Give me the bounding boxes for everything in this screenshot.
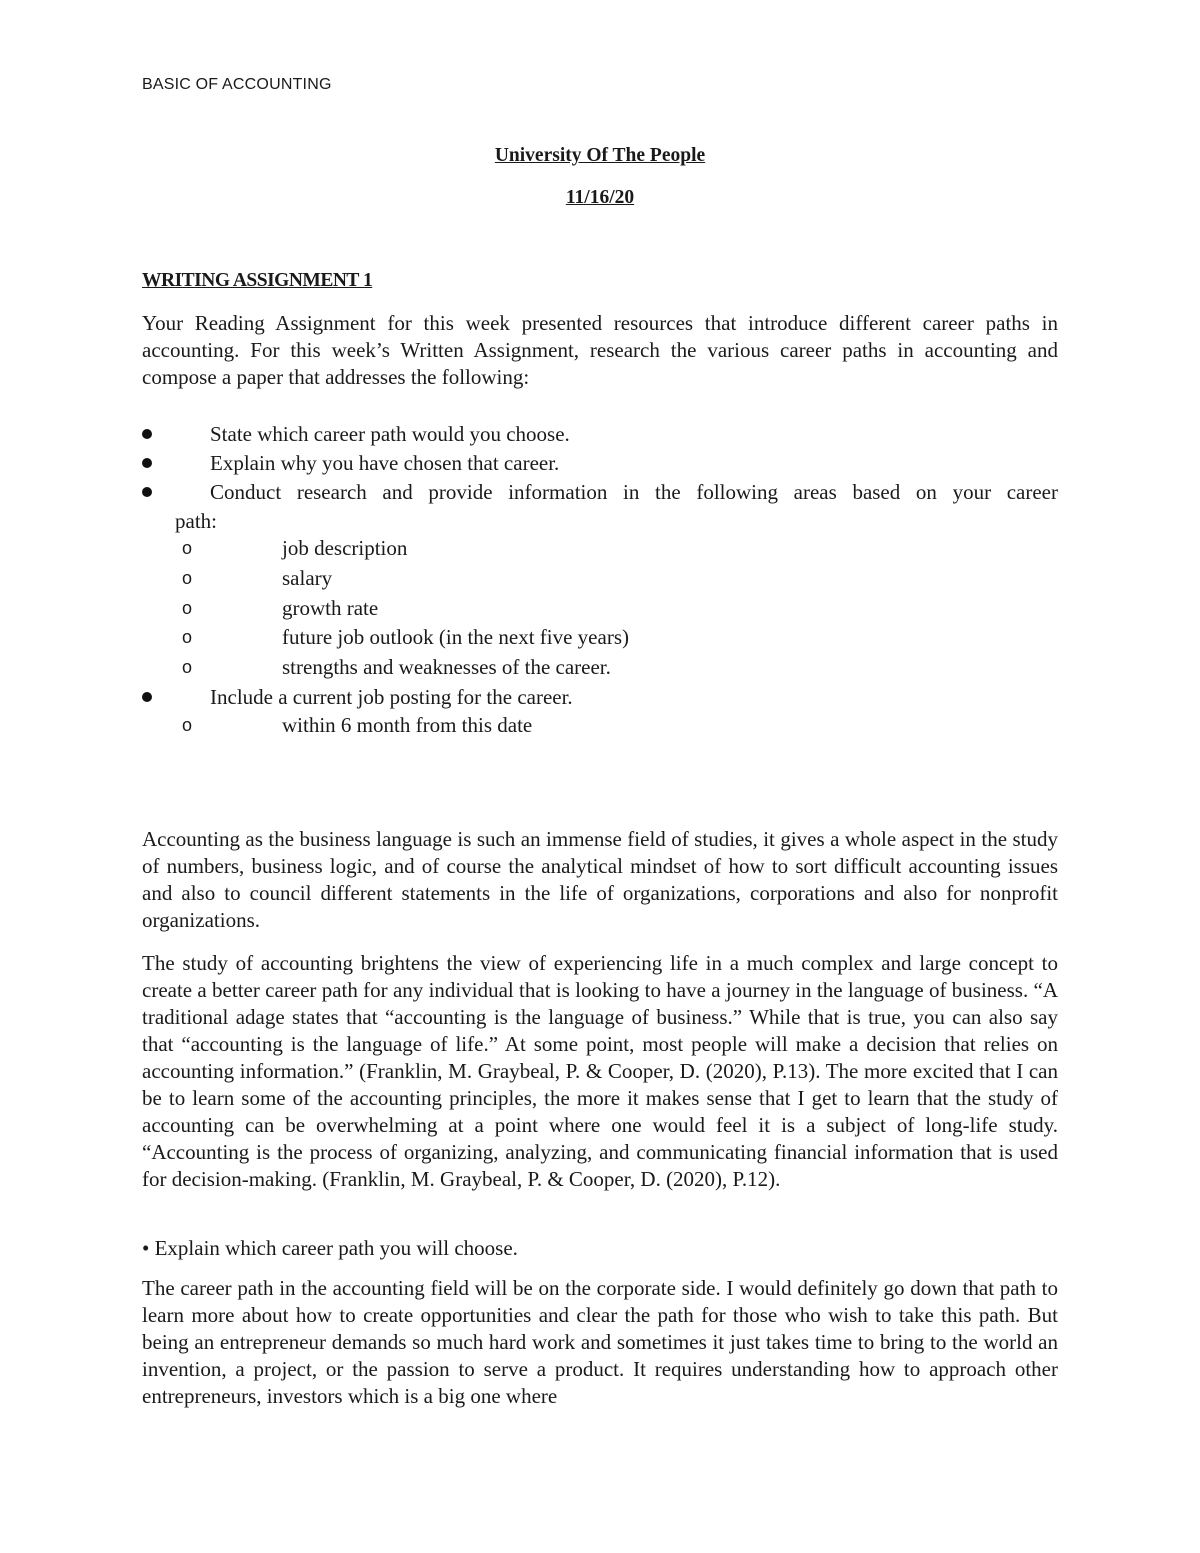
sub-list-item-text: within 6 month from this date	[282, 713, 533, 737]
circle-bullet-icon: o	[182, 657, 193, 677]
university-name: University Of The People	[494, 145, 706, 166]
bullet-icon	[142, 429, 152, 439]
body-paragraph-1: Accounting as the business language is such an immense field of studies, it gives a whole aspect in the study of numbers, business logic, and of course the analytical mindset of how to sort difficult accounting issues and also to council different statements in the life of organizations, corporations and also for nonprofit organizations.	[142, 827, 1058, 932]
list-item-text: State which career path would you choose.	[210, 422, 570, 446]
circle-bullet-icon: o	[182, 627, 193, 647]
assignment-title: WRITING ASSIGNMENT 1	[142, 270, 373, 291]
body-paragraph-2: The study of accounting brightens the view of experiencing life in a much complex and large concept to create a better career path for any individual that is looking to have a journey in the language of business. “A traditional adage states that “accounting is the language of business.” While that is true, you can also say that “accounting is the language of life.” At some point, most people will make a decision that relies on accounting information.” (Franklin, M. Graybeal, P. & Cooper, D. (2020), P.13). The more excited that I can be to learn some of the accounting principles, the more it makes sense that I get to learn that the study of accounting can be overwhelming at a point where one would feel it is a subject of long-life study. “Accounting is the process of organizing, analyzing, and communicating financial information that is used for decision-making. (Franklin, M. Graybeal, P. & Cooper, D. (2020), P.12).	[142, 951, 1058, 1191]
document-header: BASIC OF ACCOUNTING	[142, 76, 332, 93]
intro-paragraph: Your Reading Assignment for this week presented resources that introduce different career paths in accounting. For this week’s Written Assignment, research the various career paths in accounting and compose a paper that addresses the following:	[142, 311, 1058, 389]
bullet-icon	[142, 487, 152, 497]
sub-list-item-text: job description	[282, 536, 408, 560]
bullet-icon	[142, 458, 152, 468]
sub-list-item-text: strengths and weaknesses of the career.	[282, 655, 611, 679]
list-item-text: path:	[175, 509, 217, 533]
circle-bullet-icon: o	[182, 538, 193, 558]
career-path-question: • Explain which career path you will choose.	[142, 1236, 518, 1260]
list-item-text: Conduct research and provide information in the following areas based on your career	[210, 480, 1058, 504]
document-date: 11/16/20	[565, 187, 635, 208]
list-item-text: Explain why you have chosen that career.	[210, 451, 560, 475]
sub-list-item-text: salary	[282, 566, 333, 590]
body-paragraph-3: The career path in the accounting field will be on the corporate side. I would definitely go down that path to learn more about how to create opportunities and clear the path for those who wish to take this path. But being an entrepreneur demands so much hard work and sometimes it just takes time to bring to the world an invention, a project, or the passion to serve a product. It requires understanding how to approach other entrepreneurs, investors which is a big one where	[142, 1276, 1058, 1408]
circle-bullet-icon: o	[182, 715, 193, 735]
sub-list-item-text: future job outlook (in the next five years)	[282, 625, 629, 649]
circle-bullet-icon: o	[182, 568, 193, 588]
list-item-text: Include a current job posting for the career.	[210, 685, 573, 709]
sub-list-item-text: growth rate	[282, 596, 379, 620]
circle-bullet-icon: o	[182, 598, 193, 618]
bullet-icon	[142, 692, 152, 702]
